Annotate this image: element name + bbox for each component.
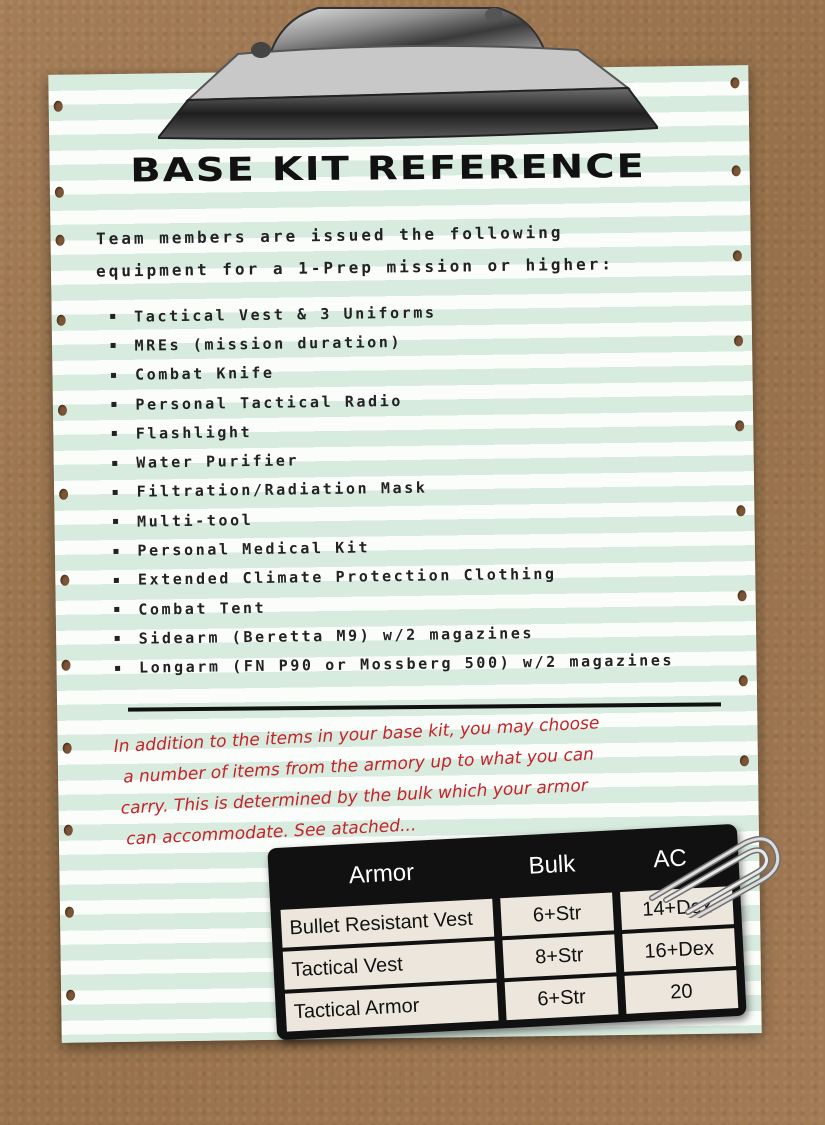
bulk-cell: 8+Str	[502, 934, 616, 978]
equipment-list	[110, 294, 674, 683]
bullet-icon	[111, 343, 116, 348]
bullet-icon	[114, 607, 119, 612]
intro-line-1: Team members are issued the following	[95, 222, 564, 249]
page-title: BASE KIT REFERENCE	[130, 147, 647, 190]
bullet-icon	[112, 431, 117, 436]
note-line: carry. This is determined by the bulk which your armor	[120, 775, 589, 819]
note-line: In addition to the items in your base kit, you may choose	[113, 713, 600, 757]
list-item-label: Flashlight	[135, 422, 253, 443]
margin-hole	[63, 743, 72, 754]
bullet-icon	[115, 636, 120, 641]
bulk-cell: 6+Str	[505, 976, 619, 1020]
bulk-cell: 6+Str	[500, 892, 614, 936]
bullet-icon	[113, 519, 118, 524]
list-item-label: Combat Tent	[138, 598, 267, 619]
ac-cell: 14+Dex	[620, 886, 734, 930]
margin-hole	[734, 335, 743, 346]
list-item-label: Extended Climate Protection Clothing	[137, 565, 557, 589]
armor-name-cell: Tactical Vest	[283, 941, 497, 990]
list-item-label: Combat Knife	[134, 363, 275, 384]
ac-cell: 20	[624, 970, 738, 1014]
list-item-label: Multi-tool	[136, 510, 254, 531]
list-item-label: Personal Tactical Radio	[135, 391, 404, 414]
armor-header: Armor	[348, 858, 415, 890]
clipboard-clip-icon	[158, 0, 658, 140]
list-item-label: Sidearm (Beretta M9) w/2 magazines	[138, 624, 535, 648]
margin-hole	[735, 420, 744, 431]
list-item-label: Tactical Vest & 3 Uniforms	[134, 303, 437, 326]
paperclip-icon	[640, 828, 785, 918]
margin-hole	[54, 101, 63, 112]
list-item-label: Personal Medical Kit	[137, 538, 371, 560]
list-item-label: Filtration/Radiation Mask	[136, 479, 428, 502]
bullet-icon	[112, 461, 117, 466]
margin-hole	[60, 575, 69, 586]
margin-hole	[65, 907, 74, 918]
list-item-label: MREs (mission duration)	[134, 332, 403, 355]
bullet-icon	[113, 548, 118, 553]
margin-hole	[736, 505, 745, 516]
bullet-icon	[115, 666, 120, 671]
armor-name-cell: Bullet Resistant Vest	[281, 899, 495, 948]
bullet-icon	[113, 490, 118, 495]
margin-hole	[55, 187, 64, 198]
margin-hole	[739, 675, 748, 686]
ac-header: AC	[652, 844, 688, 874]
margin-hole	[57, 315, 66, 326]
margin-hole	[66, 990, 75, 1001]
margin-hole	[733, 250, 742, 261]
bullet-icon	[111, 373, 116, 378]
margin-hole	[59, 489, 68, 500]
note-line: can accommodate. See atached...	[125, 815, 417, 850]
margin-hole	[64, 825, 73, 836]
bullet-icon	[111, 402, 116, 407]
list-item-label: Longarm (FN P90 or Mossberg 500) w/2 magazines	[138, 651, 675, 677]
note-line: a number of items from the armory up to what you can	[122, 744, 595, 788]
margin-hole	[56, 235, 65, 246]
bullet-icon	[110, 314, 115, 319]
margin-hole	[58, 405, 67, 416]
armor-name-cell: Tactical Armor	[285, 983, 499, 1032]
margin-hole	[730, 77, 739, 88]
bulk-header: Bulk	[527, 850, 576, 880]
ac-cell: 16+Dex	[622, 928, 736, 972]
margin-hole	[61, 660, 70, 671]
margin-hole	[738, 590, 747, 601]
intro-line-2: equipment for a 1-Prep mission or higher:	[95, 254, 615, 281]
list-item-label: Water Purifier	[136, 451, 300, 472]
margin-hole	[732, 165, 741, 176]
bullet-icon	[114, 578, 119, 583]
